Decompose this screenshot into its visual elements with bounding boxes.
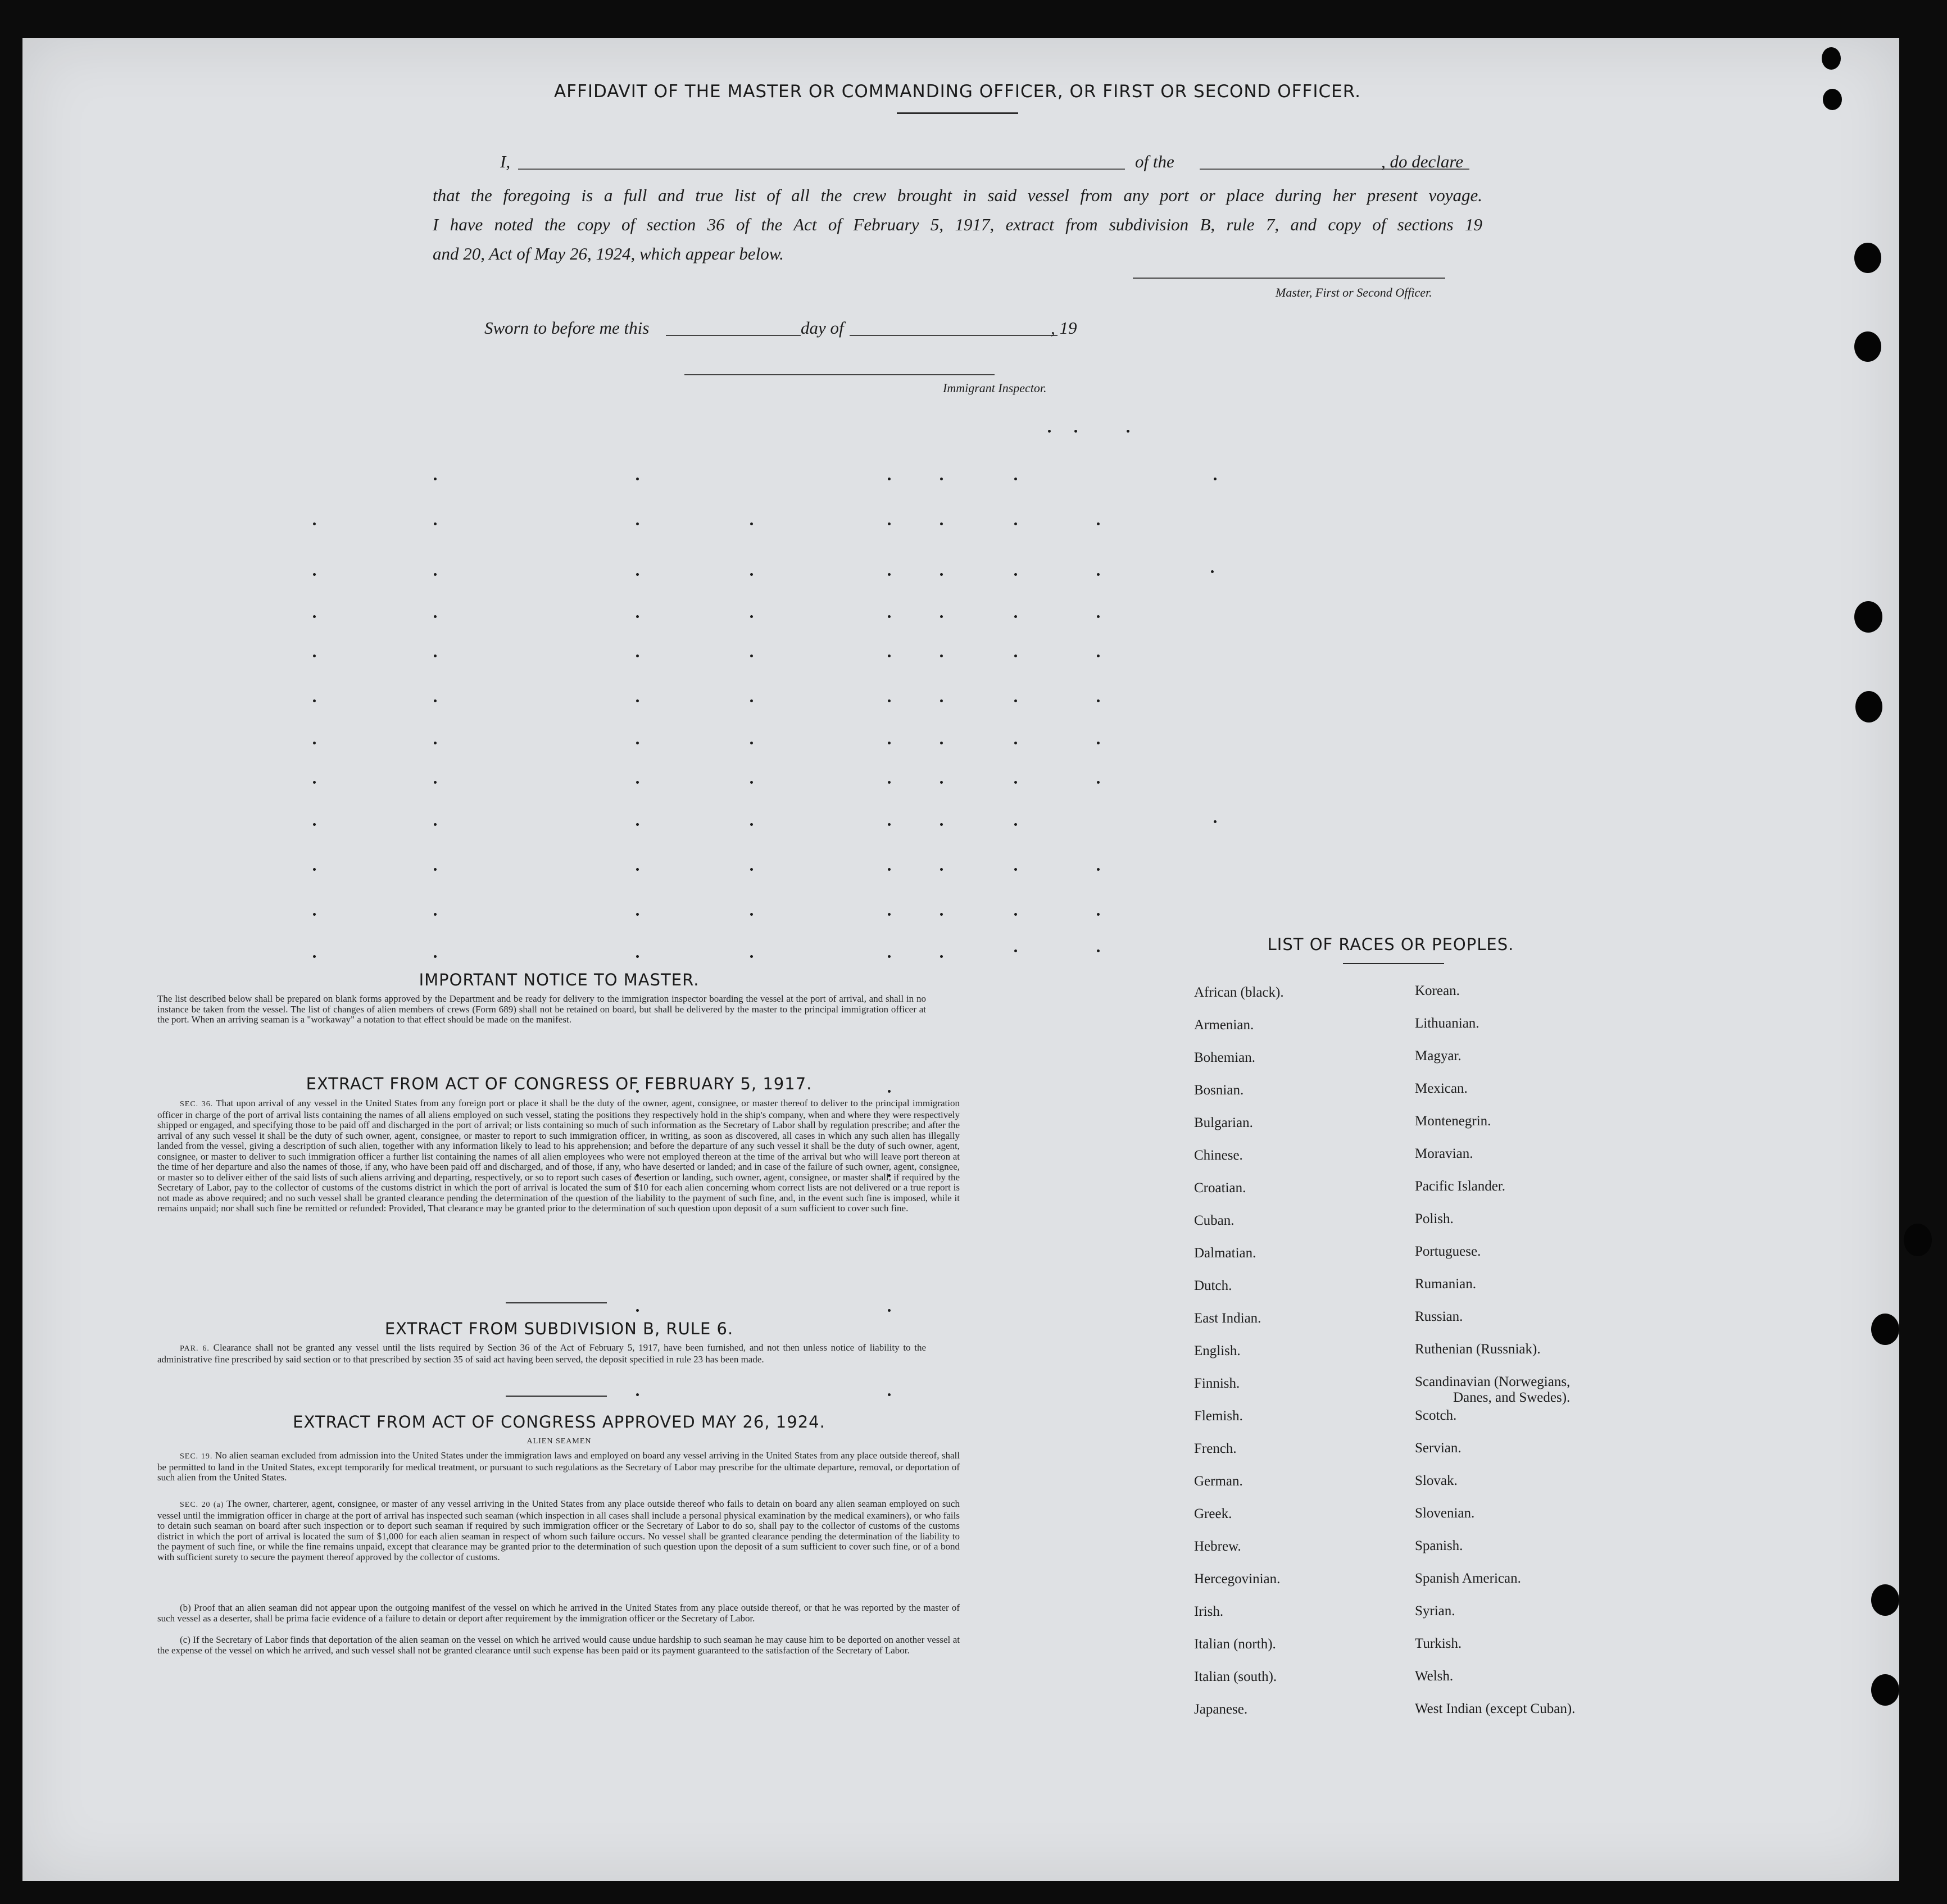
race-item: Bosnian. bbox=[1194, 1083, 1244, 1098]
races-title-underline bbox=[1343, 963, 1444, 964]
inspector-signature-line bbox=[684, 374, 995, 375]
race-item: Portuguese. bbox=[1415, 1244, 1481, 1259]
extract-rule-6-body bbox=[157, 1343, 926, 1365]
punch-hole bbox=[1822, 47, 1841, 70]
race-item: Greek. bbox=[1194, 1506, 1232, 1521]
race-item: Ruthenian (Russniak). bbox=[1415, 1342, 1541, 1357]
race-item: German. bbox=[1194, 1474, 1243, 1489]
par-6-text: Clearance shall not be granted any vessel until the lists required by Section 36 of the Act of February 5, 1917, have been furnished, and not then unless notice of liability to the administrative fine prescribed by said section or to that prescribed by section 35 of said act having been served, the deposit specified in rule 23 has been made. bbox=[157, 1342, 927, 1365]
punch-hole bbox=[1871, 1314, 1899, 1345]
extract-1917-title: EXTRACT FROM ACT OF CONGRESS OF FEBRUARY 5, 1917. bbox=[306, 1074, 813, 1093]
race-item: Dutch. bbox=[1194, 1278, 1232, 1293]
punch-hole bbox=[1871, 1584, 1899, 1616]
par-6-label: PAR. 6. bbox=[180, 1344, 210, 1353]
race-item: Pacific Islander. bbox=[1415, 1179, 1506, 1194]
race-item: Korean. bbox=[1415, 983, 1460, 998]
notice-title: IMPORTANT NOTICE TO MASTER. bbox=[419, 970, 700, 989]
race-item: Magyar. bbox=[1415, 1048, 1462, 1064]
race-item: Croatian. bbox=[1194, 1180, 1246, 1196]
punch-hole bbox=[1871, 1674, 1899, 1706]
affidavit-title: AFFIDAVIT OF THE MASTER OR COMMANDING OFFICER, OR FIRST OR SECOND OFFICER. bbox=[553, 81, 1361, 102]
affidavit-line-3: I have noted the copy of section 36 of the Act of February 5, 1917, extract from subdivision B, rule 7, and copy of sections 19 bbox=[433, 215, 1482, 234]
sec-19-label: SEC. 19. bbox=[180, 1452, 213, 1461]
race-item: Spanish. bbox=[1415, 1538, 1463, 1553]
race-item: West Indian (except Cuban). bbox=[1415, 1701, 1576, 1716]
punch-hole bbox=[1854, 243, 1881, 273]
master-signature-line bbox=[1133, 278, 1445, 279]
punch-hole bbox=[1854, 601, 1882, 633]
race-item: French. bbox=[1194, 1441, 1237, 1456]
race-item: Hebrew. bbox=[1194, 1539, 1241, 1554]
race-item: Mexican. bbox=[1415, 1081, 1468, 1096]
sec-36-label: SEC. 36. bbox=[180, 1100, 214, 1108]
race-item: Finnish. bbox=[1194, 1376, 1240, 1391]
race-item: Bohemian. bbox=[1194, 1050, 1256, 1065]
extract-1917-body bbox=[157, 1098, 960, 1214]
extract-rule-6-title: EXTRACT FROM SUBDIVISION B, RULE 6. bbox=[384, 1319, 734, 1338]
race-item: Spanish American. bbox=[1415, 1571, 1521, 1586]
race-item: English. bbox=[1194, 1343, 1241, 1358]
race-item: Italian (north). bbox=[1194, 1637, 1276, 1652]
race-item: Bulgarian. bbox=[1194, 1115, 1253, 1130]
race-item: Montenegrin. bbox=[1415, 1114, 1491, 1129]
punch-hole bbox=[1904, 1224, 1932, 1256]
race-item: Syrian. bbox=[1415, 1603, 1455, 1619]
affidavit-body bbox=[433, 181, 1482, 269]
notice-body: The list described below shall be prepared on blank forms approved by the Department and be ready for delivery to the immigration inspector boarding the vessel at the port of arrival, and shall in no instance be taken from the vessel. The list of changes of alien members of crews (Form 689) shall not be retained on board, but shall be delivered by the master to the principal immigration officer at the port. When an arriving seaman is a "workaway" a notation to that effect should be made on the manifest. bbox=[157, 993, 926, 1025]
punch-hole bbox=[1854, 331, 1881, 362]
sec-20b-body: (b) Proof that an alien seaman did not appear upon the outgoing manifest of the vessel on which he arrived in the United States from any place outside thereof, or that he was reported by the master of such vessel as a deserter, shall be prima facie evidence of a failure to detain or deport after requirement by the immigration officer or the Secretary of Labor. bbox=[157, 1602, 960, 1624]
alien-seamen-subtitle: ALIEN SEAMEN bbox=[527, 1437, 592, 1446]
sworn-year: , 19 bbox=[1051, 318, 1077, 338]
races-title: LIST OF RACES OR PEOPLES. bbox=[1267, 935, 1514, 954]
race-item: Slovak. bbox=[1415, 1473, 1458, 1488]
master-signature-label: Master, First or Second Officer. bbox=[1276, 285, 1432, 299]
sworn-text: Sworn to before me this bbox=[484, 318, 650, 338]
race-item: Rumanian. bbox=[1415, 1276, 1477, 1292]
affidavit-of-the: of the bbox=[1135, 152, 1174, 171]
race-item: Hercegovinian. bbox=[1194, 1571, 1281, 1587]
race-item: Welsh. bbox=[1415, 1669, 1454, 1684]
affidavit-line-2: that the foregoing is a full and true list of all the crew brought in said vessel from any port or place during her present voyage. bbox=[433, 185, 1482, 205]
race-item: Russian. bbox=[1415, 1309, 1463, 1324]
race-item: Armenian. bbox=[1194, 1017, 1254, 1033]
affidavit-line-4: and 20, Act of May 26, 1924, which appear below. bbox=[433, 244, 784, 263]
race-item: East Indian. bbox=[1194, 1311, 1261, 1326]
sec-20-label: SEC. 20 (a) bbox=[180, 1501, 224, 1509]
punch-hole bbox=[1855, 691, 1882, 722]
race-item: Flemish. bbox=[1194, 1408, 1243, 1424]
race-item: Moravian. bbox=[1415, 1146, 1473, 1161]
punch-hole bbox=[1823, 89, 1842, 110]
title-underline bbox=[897, 112, 1018, 114]
race-item: Dalmatian. bbox=[1194, 1246, 1256, 1261]
race-item: Scotch. bbox=[1415, 1408, 1457, 1423]
race-item: Turkish. bbox=[1415, 1636, 1462, 1651]
inspector-signature-label: Immigrant Inspector. bbox=[943, 381, 1047, 395]
sworn-day-of: day of bbox=[801, 318, 844, 338]
affidavit-i: I, bbox=[500, 152, 511, 171]
divider bbox=[506, 1302, 607, 1303]
race-item: Irish. bbox=[1194, 1604, 1224, 1619]
race-item-continuation: Danes, and Swedes). bbox=[1453, 1390, 1571, 1405]
race-item: Cuban. bbox=[1194, 1213, 1235, 1228]
sec-20-body bbox=[157, 1499, 960, 1562]
sec-20c-body: (c) If the Secretary of Labor finds that deportation of the alien seaman on the vessel on which he arrived would cause undue hardship to such seaman he may cause him to be deported on another vessel at the expense of the vessel on which he arrived, and such vessel shall not be granted clearance until such expense has been paid or its payment guaranteed to the satisfaction of the Secretary of Labor. bbox=[157, 1634, 960, 1656]
race-item: Polish. bbox=[1415, 1211, 1454, 1226]
race-item: Slovenian. bbox=[1415, 1506, 1475, 1521]
sworn-day-blank bbox=[666, 335, 801, 336]
race-item: Servian. bbox=[1415, 1441, 1462, 1456]
sec-19-body bbox=[157, 1451, 960, 1483]
sec-36-text: That upon arrival of any vessel in the United States from any foreign port or place it shall be the duty of the owner, agent, consignee, or master thereof to deliver to the principal immigration officer in charge of the port of arrival lists containing the names of all aliens employed on such vessel, stating the positions they respectively hold in the ship's company, when and where they were respectively shipped or engaged, and specifying those to be paid off and discharged in the port of arrival; or lists containing so much of such information as the Secretary of Labor shall by regulation prescribe; and after the arrival of any such vessel it shall be the duty of such owner, agent, consignee, or master to report to such immigration officer, in writing, as soon as discovered, all cases in which any such alien has illegally landed from the vessel, giving a description of such alien, together with any information likely to lead to his apprehension; and before the departure of any such vessel it shall be the duty of such owner, agent, consignee, or master to deliver to such immigration officer a further list containing the names of all alien employees who were not employed thereon at the time of the arrival but who will leave port thereon at the time of her departure and also the names of those, if any, who have been paid off and discharged, and of those, if any, who have deserted or landed; and in case of the failure of such owner, agent, consignee, or master so to deliver either of the said lists of such aliens arriving and departing, respectively, or so to report such cases of desertion or landing, such owner, agent, consignee, or master shall, if required by the Secretary of Labor, pay to the collector of customs of the customs district in which the port of arrival is located the sum of $10 for each alien concerning whom correct lists are not delivered or a true report is not made as above required; and no such vessel shall be granted clearance pending the determination of the question of the liability to the payment of such fine, and, in the event such fine is imposed, while it remains unpaid; nor shall such fine be remitted or refunded: Provided, That clearance may be granted prior to the determination of such question upon deposit of a sum sufficient to cover such fine. bbox=[157, 1098, 960, 1214]
race-item: Scandinavian (Norwegians, bbox=[1415, 1374, 1571, 1389]
divider bbox=[506, 1396, 607, 1397]
name-blank bbox=[518, 169, 1125, 170]
race-item: Japanese. bbox=[1194, 1702, 1248, 1717]
affidavit-declare: , do declare bbox=[1381, 152, 1464, 171]
affidavit-line-1 bbox=[500, 152, 1483, 174]
sec-20-text: The owner, charterer, agent, consignee, or master of any vessel arriving in the United States from any place outside thereof who fails to detain on board any alien seaman employed on such vessel until the immigration officer in charge at the port of arrival has inspected such seaman (which inspection in all cases shall include a personal physical examination by the medical examiners), or who fails to detain such seaman on board after such inspection or to deport such seaman if required by such immigration officer or the Secretary of Labor to do so, shall pay to the collector of customs of the customs district in which the port of arrival is located the sum of $1,000 for each alien seaman in respect of whom such failure occurs. No vessel shall be granted clearance pending the determination of the liability to the payment of such fine, or while the fine remains unpaid, except that clearance may be granted prior to the determination of such question upon the deposit of a sum sufficient to cover such fine, or of a bond with sufficient surety to secure the payment thereof approved by the collector of customs. bbox=[157, 1498, 960, 1562]
race-item: Chinese. bbox=[1194, 1148, 1243, 1163]
race-item: Lithuanian. bbox=[1415, 1016, 1479, 1031]
extract-1924-title: EXTRACT FROM ACT OF CONGRESS APPROVED MAY 26, 1924. bbox=[293, 1412, 825, 1432]
race-item: African (black). bbox=[1194, 985, 1284, 1000]
sec-19-text: No alien seaman excluded from admission into the United States under the immigration laws and employed on board any vessel arriving in the United States from any place outside thereof, shall be permitted to land in the United States, except temporarily for medical treatment, or pursuant to such regulations as the Secretary of Labor may prescribe for the ultimate departure, removal, or deportation of such alien from the United States. bbox=[157, 1450, 960, 1483]
sworn-month-blank bbox=[850, 335, 1058, 336]
race-item: Italian (south). bbox=[1194, 1669, 1277, 1684]
